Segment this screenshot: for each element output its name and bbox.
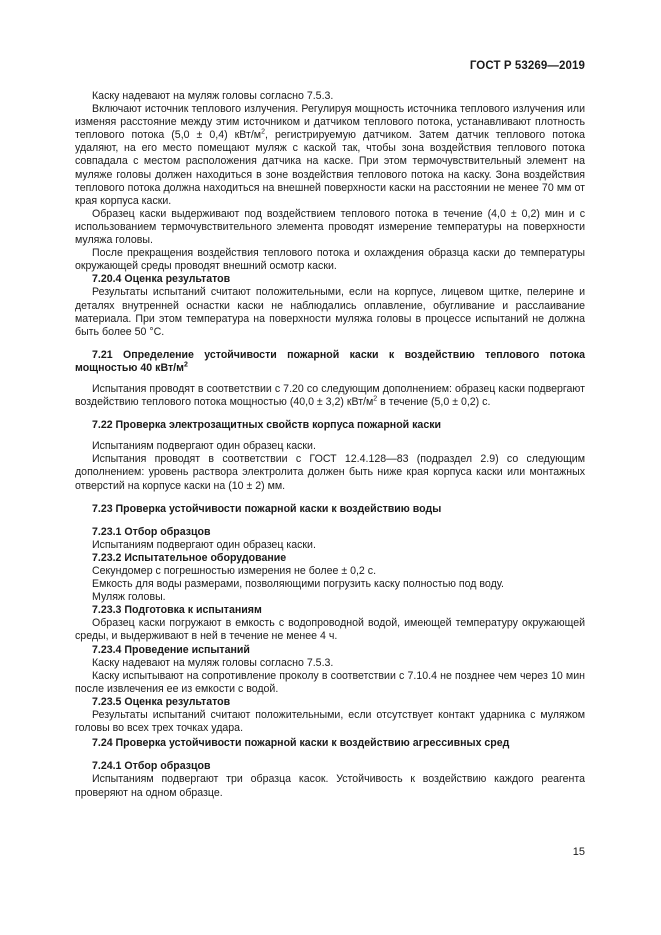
paragraph bbox=[75, 670, 585, 696]
text: 7.23.5 Оценка результатов bbox=[92, 695, 231, 708]
section-heading bbox=[75, 273, 585, 286]
text: Результаты испытаний считают положительными, если отсутствует контакт ударника с муляжом головы во всех трех точках удара. bbox=[75, 709, 585, 735]
text: Образец каски погружают в емкость с водопроводной водой, имеющей температуру окружающей среды, и выдерживают в ней в течение не менее 4 ч. bbox=[75, 617, 585, 643]
paragraph bbox=[75, 440, 585, 453]
text: Испытаниям подвергают три образца касок. Устойчивость к воздействию каждого реагента проверяют на одном образце. bbox=[75, 773, 585, 799]
text: Каску надевают на муляж головы согласно 7.5.3. bbox=[92, 90, 334, 102]
paragraph bbox=[75, 90, 585, 103]
paragraph bbox=[75, 286, 585, 338]
section-heading bbox=[75, 526, 585, 539]
paragraph bbox=[75, 709, 585, 735]
text: Испытания проводят в соответствии с ГОСТ 12.4.128—83 (подраздел 2.9) со следующим дополнением: уровень раствора электролита должен быть ниже края корпуса каски или монтажных отверстий на корпусе каски на (10 ± 2) мм. bbox=[75, 453, 585, 492]
section-heading bbox=[75, 604, 585, 617]
paragraph bbox=[75, 453, 585, 492]
paragraph bbox=[75, 539, 585, 552]
page-number: 15 bbox=[572, 846, 585, 858]
section-heading bbox=[75, 644, 585, 657]
text: Испытания проводят в соответствии с 7.20 со следующим дополнением: образец каски подвергают воздействию теплового потока мощностью (40,0 ± 3,2) кВт/м bbox=[75, 382, 585, 409]
section-heading bbox=[75, 760, 585, 773]
paragraph bbox=[75, 247, 585, 273]
paragraph bbox=[75, 103, 585, 208]
section-heading bbox=[75, 349, 585, 375]
section-heading bbox=[75, 696, 585, 709]
paragraph bbox=[75, 657, 585, 670]
text-tail: , регистрируемую датчиком. Затем датчик теплового потока удаляют, на его место помещают муляж с каской так, чтобы зона воздействия теплового потока совпадала с местом расположения датчика на каске. При этом термочувствительный элемент на муляже головы должен находиться в зоне воздействия теплового потока на каску. Зона воздействия теплового потока должна находиться на внешней поверхности каски на расстоянии не менее 70 мм от края корпуса каски. bbox=[75, 129, 585, 207]
text: Включают источник теплового излучения. Регулируя мощность источника теплового излучения или изменяя расстояние между этим источником и датчиком теплового потока, устанавливают плотность теплового потока (5,0 ± 0,4) кВт/м bbox=[75, 103, 585, 142]
text: 7.23 Проверка устойчивости пожарной каски к воздействию воды bbox=[92, 502, 442, 515]
paragraph bbox=[75, 208, 585, 247]
text: 7.22 Проверка электрозащитных свойств корпуса пожарной каски bbox=[92, 419, 442, 432]
paragraph bbox=[75, 383, 585, 409]
text: Испытаниям подвергают один образец каски. bbox=[92, 538, 316, 551]
text: 7.20.4 Оценка результатов bbox=[92, 273, 231, 286]
text: Муляж головы. bbox=[92, 591, 166, 604]
section-heading bbox=[75, 419, 585, 432]
text: Образец каски выдерживают под воздействием теплового потока в течение (4,0 ± 0,2) мин и с использованием термочувствительного элемента проводят измерение температуры на поверхности муляжа головы. bbox=[75, 207, 585, 247]
text: 7.21 Определение устойчивости пожарной каски к воздействию теплового потока мощностью 40 кВт/м bbox=[75, 348, 585, 374]
text: После прекращения воздействия теплового потока и охлаждения образца каски до температуры окружающей среды проводят внешний осмотр каски. bbox=[75, 247, 585, 273]
superscript: 2 bbox=[183, 361, 188, 369]
section-heading bbox=[75, 552, 585, 565]
superscript: 2 bbox=[261, 128, 265, 136]
paragraph bbox=[75, 773, 585, 799]
paragraph bbox=[75, 578, 585, 591]
text: 7.23.3 Подготовка к испытаниям bbox=[92, 604, 262, 617]
section-heading bbox=[75, 737, 585, 750]
text: Каску надевают на муляж головы согласно 7.5.3. bbox=[92, 656, 334, 669]
section-heading bbox=[75, 503, 585, 516]
text: Испытаниям подвергают один образец каски. bbox=[92, 440, 316, 453]
text: 7.23.1 Отбор образцов bbox=[92, 525, 211, 538]
text: 7.24 Проверка устойчивости пожарной каски к воздействию агрессивных сред bbox=[92, 737, 510, 750]
text: 7.23.2 Испытательное оборудование bbox=[92, 551, 287, 564]
superscript: 2 bbox=[373, 395, 378, 403]
text: 7.23.4 Проведение испытаний bbox=[92, 643, 250, 656]
text: 7.24.1 Отбор образцов bbox=[92, 760, 211, 773]
document-code: ГОСТ Р 53269—2019 bbox=[469, 60, 585, 72]
text: Емкость для воды размерами, позволяющими погрузить каску полностью под воду. bbox=[92, 578, 504, 591]
document-body bbox=[75, 90, 585, 800]
paragraph bbox=[75, 591, 585, 604]
paragraph bbox=[75, 565, 585, 578]
paragraph bbox=[75, 617, 585, 643]
text-tail: в течение (5,0 ± 0,2) с. bbox=[377, 396, 491, 409]
text: Результаты испытаний считают положительными, если на корпусе, лицевом щитке, пелерине и деталях внутренней оснастки каски не наблюдались оплавление, обугливание и расслаивание материала. При этом температура на поверхности муляжа головы в процессе испытаний не должна быть более 50 °С. bbox=[75, 286, 585, 338]
text: Каску испытывают на сопротивление проколу в соответствии с 7.10.4 не позднее чем через 10 мин после извлечения ее из емкости с водой. bbox=[75, 669, 585, 695]
text: Секундомер с погрешностью измерения не более ± 0,2 с. bbox=[92, 565, 377, 577]
